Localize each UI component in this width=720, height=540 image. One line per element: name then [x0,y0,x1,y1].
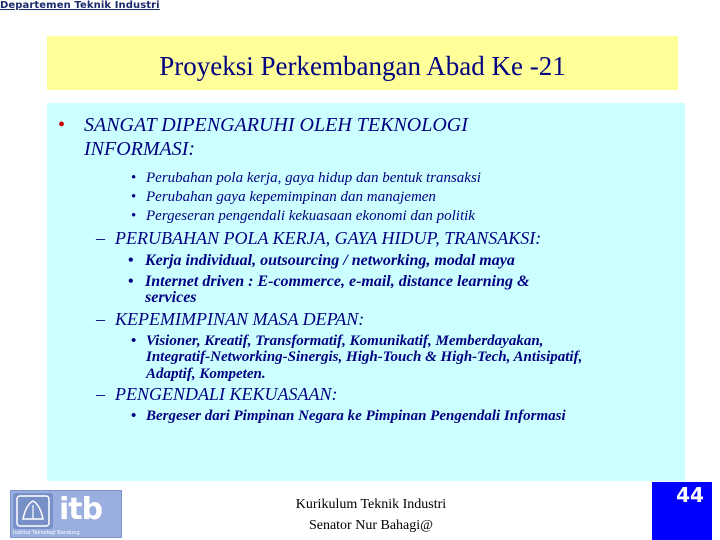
section-marker: – [96,309,105,329]
intro-item-1: Perubahan pola kerja, gaya hidup dan bentuk transaksi [146,170,481,186]
footer-caption [273,494,469,536]
section-1-item-2-line2: services [145,289,197,306]
section-2-item-1-line3: Adaptif, Kompeten. [146,366,266,382]
main-bullet-line2: INFORMASI: [84,138,196,160]
section-3-item-marker: • [131,408,137,424]
logo-seal [13,493,53,529]
intro-item-marker: • [131,208,137,224]
section-2-heading: KEPEMIMPINAN MASA DEPAN: [115,309,365,329]
main-bullet-marker: • [58,114,66,136]
section-1-heading: PERUBAHAN POLA KERJA, GAYA HIDUP, TRANSAKSI: [115,228,542,248]
intro-item-marker: • [131,170,137,186]
section-marker: – [96,384,105,404]
footer-line2: Senator Nur Bahagi@ [308,518,434,533]
logo-subtitle: Institut Teknologi Bandung [13,530,80,536]
department-header: Departemen Teknik Industri [0,0,160,11]
section-3-heading: PENGENDALI KEKUASAAN: [115,384,338,404]
section-2-item-marker: • [131,333,137,349]
section-marker: – [96,228,105,248]
section-1-item-marker: • [128,252,134,269]
slide-title: Proyeksi Perkembangan Abad Ke -21 [159,50,566,81]
content-panel [47,103,685,481]
section-2-item-1-line2: Integratif-Networking-Sinergis, High-Touch & High-Tech, Antisipatif, [146,349,583,365]
section-1-item-2-line1: Internet driven : E-commerce, e-mail, distance learning & [145,273,530,290]
intro-item-2: Perubahan gaya kepemimpinan dan manajemen [146,189,436,205]
section-2-item-1-line1: Visioner, Kreatif, Transformatif, Komunikatif, Memberdayakan, [146,333,544,349]
section-1-item-marker: • [128,273,134,290]
itb-logo-icon [10,490,122,538]
section-1-item-1: Kerja individual, outsourcing / networking, modal maya [145,252,515,269]
intro-item-marker: • [131,189,137,205]
page-number: 44 [676,483,704,507]
title-banner [47,36,678,90]
logo-wordmark: itb [59,492,103,527]
section-3-item-1: Bergeser dari Pimpinan Negara ke Pimpinan Pengendali Informasi [146,408,566,424]
footer-line1: Kurikulum Teknik Industri [295,497,447,512]
intro-item-3: Pergeseran pengendali kekuasaan ekonomi dan politik [146,208,475,224]
main-bullet-line1: SANGAT DIPENGARUHI OLEH TEKNOLOGI [84,114,468,136]
